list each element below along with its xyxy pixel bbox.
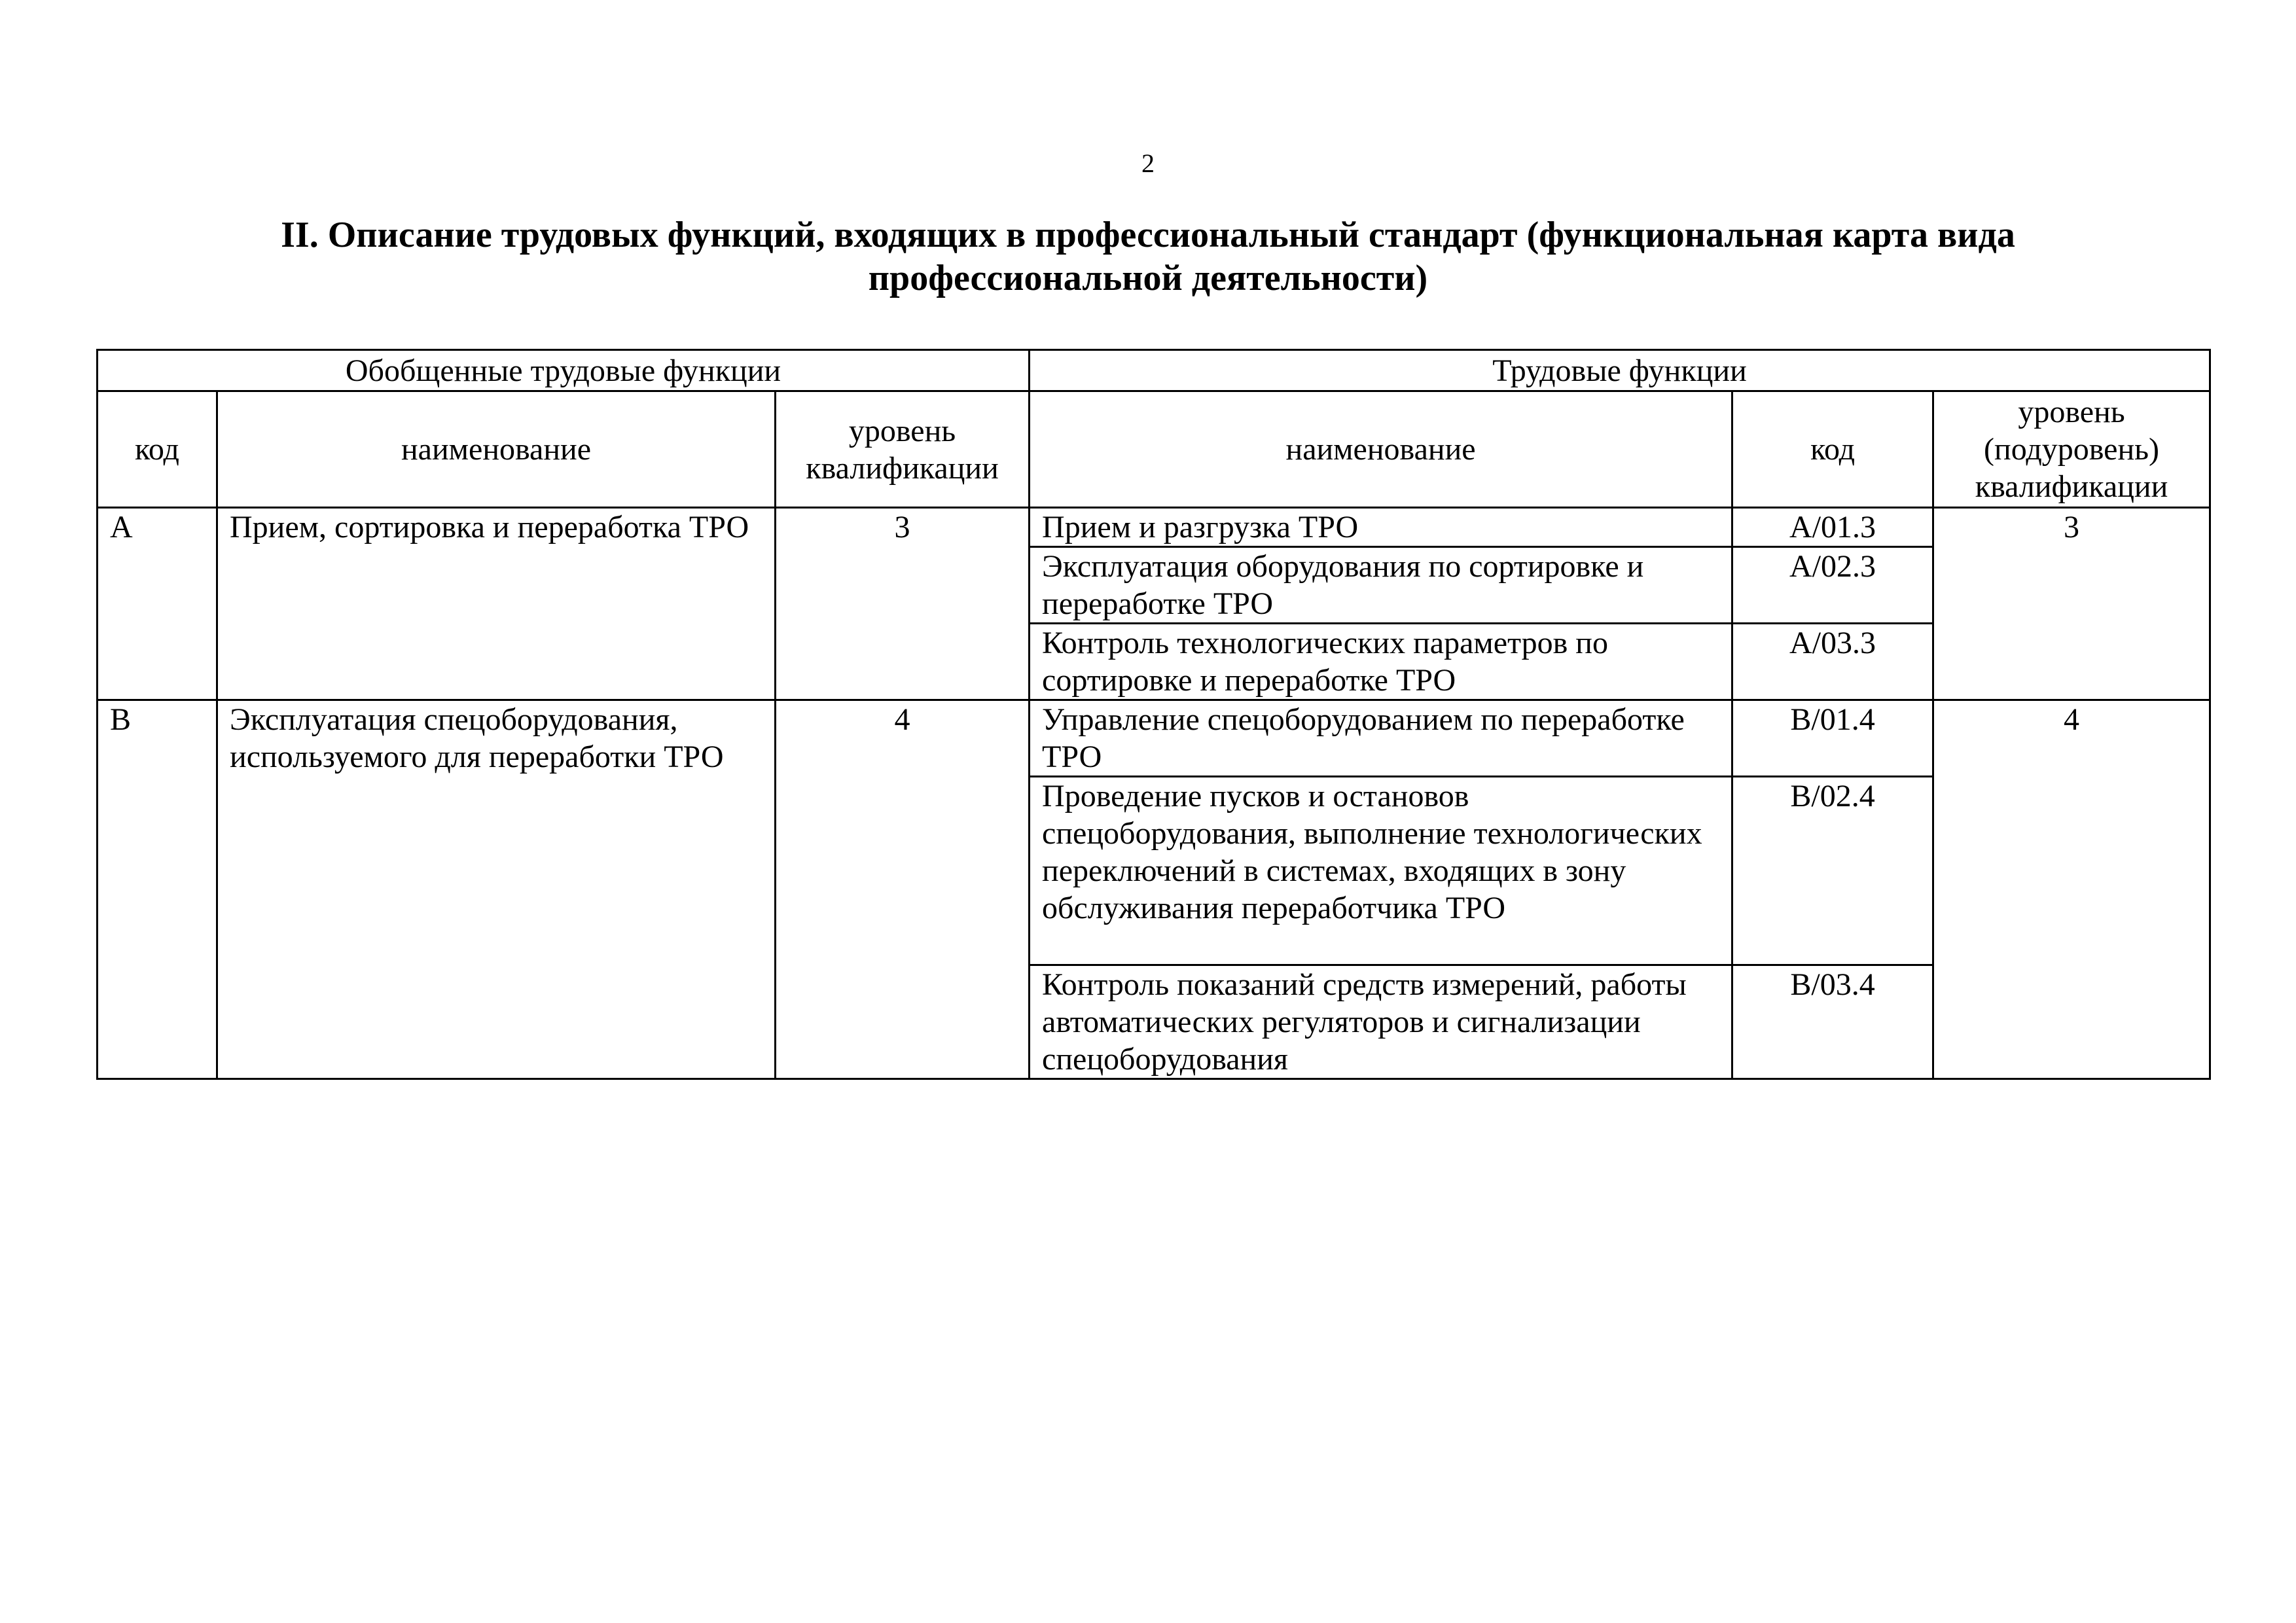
col-tf-level: уровень (подуровень) квалификации: [1933, 391, 2210, 508]
gen-level-cell: 3: [776, 508, 1030, 700]
group-header-row: [98, 350, 2210, 391]
functional-map-table: [96, 349, 2211, 1080]
table-row: [98, 508, 2210, 547]
tf-level-cell: 3: [1933, 508, 2210, 700]
col-gen-code: код: [98, 391, 217, 508]
col-gen-name: наименование: [217, 391, 776, 508]
column-header-row: [98, 391, 2210, 508]
labor-functions-header: Трудовые функции: [1030, 350, 2210, 391]
tf-name-cell: Контроль показаний средств измерений, работы автоматических регуляторов и сигнализации спецоборудования: [1030, 965, 1732, 1079]
col-tf-code: код: [1732, 391, 1933, 508]
gen-name-cell: Прием, сортировка и переработка ТРО: [217, 508, 776, 700]
tf-name-cell: Эксплуатация оборудования по сортировке и переработке ТРО: [1030, 547, 1732, 624]
tf-code-cell: B/02.4: [1732, 777, 1933, 965]
gen-level-cell: 4: [776, 700, 1030, 1079]
gen-code-cell: A: [98, 508, 217, 700]
table-row: [98, 700, 2210, 777]
tf-code-cell: B/01.4: [1732, 700, 1933, 777]
tf-code-cell: A/01.3: [1732, 508, 1933, 547]
tf-code-cell: A/03.3: [1732, 624, 1933, 700]
gen-name-cell: Эксплуатация спецоборудования, используемого для переработки ТРО: [217, 700, 776, 1079]
tf-code-cell: A/02.3: [1732, 547, 1933, 624]
tf-name-cell: Прием и разгрузка ТРО: [1030, 508, 1732, 547]
tf-name-cell: Проведение пусков и остановов спецоборудования, выполнение технологических переключений в системах, входящих в зону обслуживания переработчика ТРО: [1030, 777, 1732, 965]
page-title: II. Описание трудовых функций, входящих в профессиональный стандарт (функциональная карта вида профессиональной деятельности): [281, 215, 2015, 298]
tf-name-cell: Контроль технологических параметров по сортировке и переработке ТРО: [1030, 624, 1732, 700]
page-number: 2: [1141, 149, 1155, 178]
tf-code-cell: B/03.4: [1732, 965, 1933, 1079]
gen-code-cell: B: [98, 700, 217, 1079]
generalized-functions-header: Обобщенные трудовые функции: [98, 350, 1030, 391]
col-tf-name: наименование: [1030, 391, 1732, 508]
col-gen-level: уровень квалификации: [776, 391, 1030, 508]
tf-level-cell: 4: [1933, 700, 2210, 1079]
tf-name-cell: Управление спецоборудованием по переработке ТРО: [1030, 700, 1732, 777]
